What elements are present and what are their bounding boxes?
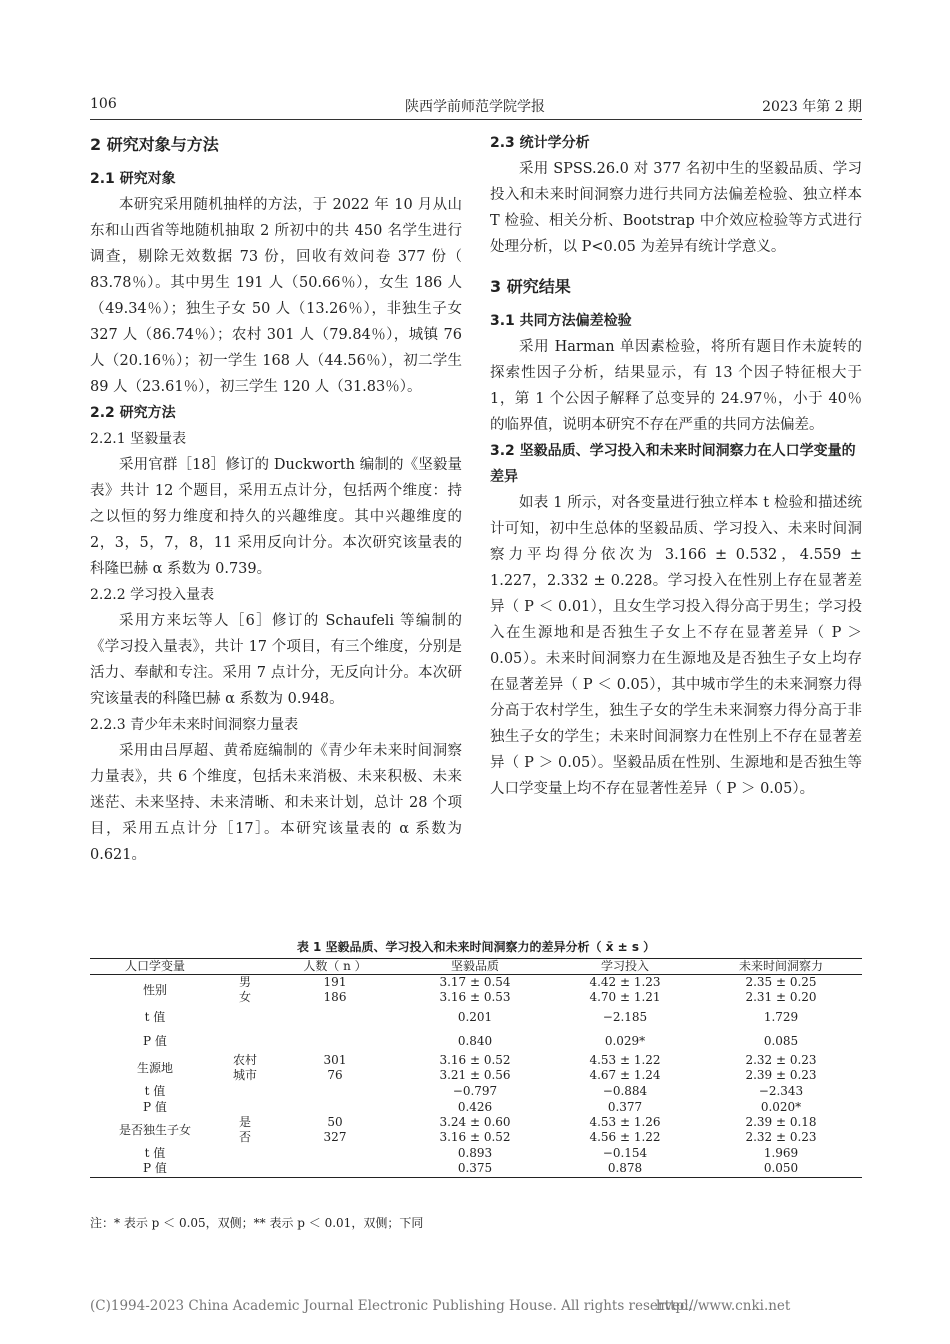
table-cell: 4.53 ± 1.26 4.56 ± 1.22 xyxy=(589,1115,661,1144)
table-cell: 3.24 ± 0.60 3.16 ± 0.52 xyxy=(439,1115,511,1144)
table-cell: 301 76 xyxy=(323,1053,347,1082)
section-2-2-3-title: 2.2.3 青少年未来时间洞察力量表 xyxy=(90,717,299,733)
journal-title: 陕西学前师范学院学报 xyxy=(405,99,545,115)
table-header-row xyxy=(90,959,862,975)
section-3-1-paragraph: 采用 Harman 单因素检验，将所有题目作未旋转的探索性因子分析，结果显示，有 13 个因子特征根大于 1，第 1 个公因子解释了总变异的 24.97％，小于 40％ 的临界值，说明本研究不存在严重的共同方法偏差。 xyxy=(490,339,862,433)
right-column xyxy=(490,130,862,802)
difference-analysis-table xyxy=(90,958,862,1178)
table-cell: 农村 城市 xyxy=(232,1053,257,1082)
table-cell: −2.185 xyxy=(602,1009,648,1024)
table-cell xyxy=(220,1005,270,1029)
table-header-cell: 未来时间洞察力 xyxy=(738,959,823,973)
table-row xyxy=(90,1083,862,1099)
table-cell: 0.085 xyxy=(763,1033,799,1048)
table-cell: 2.35 ± 0.25 2.31 ± 0.20 xyxy=(745,975,817,1004)
issue-label: 2023 年第 2 期 xyxy=(762,99,862,115)
table-cell: 4.42 ± 1.23 4.70 ± 1.21 xyxy=(589,975,661,1004)
table-cell: P 值 xyxy=(143,1033,167,1048)
table-row xyxy=(90,1053,862,1083)
table-cell: 3.16 ± 0.52 3.21 ± 0.56 xyxy=(439,1053,511,1082)
table-cell: 2.39 ± 0.18 2.32 ± 0.23 xyxy=(745,1115,817,1144)
table-cell: 0.893 xyxy=(457,1145,493,1160)
table-cell xyxy=(220,1099,270,1115)
section-2-title: 2 研究对象与方法 xyxy=(90,135,219,154)
table-title: 表 1 坚毅品质、学习投入和未来时间洞察力的差异分析（ x̄ ± s ） xyxy=(296,940,656,954)
table-cell: 0.050 xyxy=(763,1161,799,1176)
page-number: 106 xyxy=(90,96,117,112)
section-3-title: 3 研究结果 xyxy=(490,277,571,296)
section-2-2-1-paragraph: 采用官群［18］修订的 Duckworth 编制的《坚毅量表》共计 12 个题目，采用五点计分，包括两个维度：持之以恒的努力维度和持久的兴趣维度。其中兴趣维度的 2，3，5，7，8，11 采用反向计分。本次研究该量表的科隆巴赫 α 系数为 0.739。 xyxy=(90,457,462,577)
table-cell: 191 186 xyxy=(323,975,347,1004)
table-cell: 生源地 xyxy=(136,1060,173,1075)
table-cell: −0.797 xyxy=(452,1083,498,1098)
section-2-3-title: 2.3 统计学分析 xyxy=(490,135,590,151)
table-cell: −0.884 xyxy=(602,1083,648,1098)
table-cell: 0.020* xyxy=(760,1099,802,1114)
table-cell: t 值 xyxy=(144,1009,166,1024)
table-cell xyxy=(270,1005,400,1029)
table-header-cell: 学习投入 xyxy=(600,959,649,973)
table-cell xyxy=(220,1145,270,1161)
table-cell xyxy=(270,1161,400,1177)
header-rule xyxy=(90,119,862,120)
table-cell: 50 327 xyxy=(323,1115,347,1144)
table-cell: −2.343 xyxy=(758,1083,804,1098)
table-cell: 4.53 ± 1.22 4.67 ± 1.24 xyxy=(589,1053,661,1082)
table-cell: 性别 xyxy=(142,982,167,997)
section-3-2-paragraph: 如表 1 所示，对各变量进行独立样本 t 检验和描述统计可知，初中生总体的坚毅品质、学习投入、未来时间洞察力平均得分依次为 3.166 ± 0.532，4.559 ± 1.227，2.332 ± 0.228。学习投入在性别上存在显著差异（ P ＜ 0.01），且女生学习投入得分高于男生；学习投入在生源地和是否独生子女上不存在显著差异（ P ＞ 0.05）。未来时间洞察力在生源地及是否独生子女上均存在显著差异（ P ＜ 0.05），其中城市学生的未来洞察力得分高于农村学生，独生子女的学生未来洞察力得分高于非独生子女的学生；未来时间洞察力在性别上不存在显著差异（ P ＞ 0.05）。坚毅品质在性别、生源地和是否独生等人口学变量上均不存在显著性差异（ P ＞ 0.05）。 xyxy=(490,495,862,797)
table-row xyxy=(90,1115,862,1145)
table-cell: 0.878 xyxy=(607,1161,643,1176)
table-cell: 0.426 xyxy=(457,1099,493,1114)
table-cell: 0.377 xyxy=(607,1099,643,1114)
table-row xyxy=(90,1145,862,1161)
table-cell: t 值 xyxy=(144,1083,166,1098)
table-cell: 1.969 xyxy=(763,1145,799,1160)
table-cell: P 值 xyxy=(143,1161,167,1176)
table-cell: 男 女 xyxy=(238,975,251,1004)
table-cell xyxy=(270,1099,400,1115)
table-cell xyxy=(220,1161,270,1177)
table-cell: 0.201 xyxy=(457,1009,493,1024)
table-cell xyxy=(270,1083,400,1099)
table-cell xyxy=(270,1145,400,1161)
section-2-2-1-title: 2.2.1 坚毅量表 xyxy=(90,431,187,447)
section-2-1-paragraph: 本研究采用随机抽样的方法，于 2022 年 10 月从山东和山西省等地随机抽取 2 所初中的共 450 名学生进行调查，剔除无效数据 73 份，回收有效问卷 377 份（ 83.78％）。其中男生 191 人（50.66％），女生 186 人（49.34％）；独生子女 50 人（13.26％），非独生子女 327 人（86.74％）；农村 301 人（79.84％），城镇 76 人（20.16％）；初一学生 168 人（44.56％），初二学生 89 人（23.61％），初三学生 120 人（31.83％）。 xyxy=(90,197,462,395)
table-cell: 是 否 xyxy=(238,1115,251,1144)
table-cell: 1.729 xyxy=(763,1009,799,1024)
table-cell: 是否独生子女 xyxy=(118,1122,191,1137)
section-2-2-3-paragraph: 采用由吕厚超、黄希庭编制的《青少年未来时间洞察力量表》，共 6 个维度，包括未来消极、未来积极、未来迷茫、未来坚持、未来清晰、和未来计划，总计 28 个项目，采用五点计分［17］。本研究该量表的 α 系数为 0.621。 xyxy=(90,743,462,863)
table-header-cell: 人数（ n ） xyxy=(303,959,367,973)
table-cell: −0.154 xyxy=(602,1145,648,1160)
table-cell: 2.32 ± 0.23 2.39 ± 0.23 xyxy=(745,1053,817,1082)
table-cell: 3.17 ± 0.54 3.16 ± 0.53 xyxy=(439,975,511,1004)
table-cell: P 值 xyxy=(143,1099,167,1114)
section-2-2-title: 2.2 研究方法 xyxy=(90,405,176,421)
table-cell: t 值 xyxy=(144,1145,166,1160)
table-cell: 0.375 xyxy=(457,1161,493,1176)
section-2-1-title: 2.1 研究对象 xyxy=(90,171,176,187)
section-2-3-paragraph: 采用 SPSS.26.0 对 377 名初中生的坚毅品质、学习投入和未来时间洞察力进行共同方法偏差检验、独立样本 T 检验、相关分析、Bootstrap 中介效应检验等方式进行处理分析，以 P<0.05 为差异有统计学意义。 xyxy=(490,161,862,255)
table-cell: 0.029* xyxy=(604,1033,646,1048)
section-2-2-2-paragraph: 采用方来坛等人［6］修订的 Schaufeli 等编制的《学习投入量表》，共计 17 个项目，有三个维度，分别是活力、奉献和专注。采用 7 点计分，无反向计分。本次研究该量表的科隆巴赫 α 系数为 0.948。 xyxy=(90,613,462,707)
table-row xyxy=(90,1029,862,1053)
section-3-1-title: 3.1 共同方法偏差检验 xyxy=(490,313,632,329)
table-cell: 0.840 xyxy=(457,1033,493,1048)
table-cell xyxy=(220,1083,270,1099)
table-row xyxy=(90,1161,862,1177)
table-header-cell: 坚毅品质 xyxy=(450,959,499,973)
table-cell xyxy=(270,1029,400,1053)
copyright-footer: (C)1994-2023 China Academic Journal Electronic Publishing House. All rights reserved. xyxy=(90,1298,693,1314)
table-header-cell: 人口学变量 xyxy=(124,959,185,973)
table-cell xyxy=(220,1029,270,1053)
table-row xyxy=(90,1099,862,1115)
section-3-2-title: 3.2 坚毅品质、学习投入和未来时间洞察力在人口学变量的差异 xyxy=(490,443,856,485)
section-2-2-2-title: 2.2.2 学习投入量表 xyxy=(90,587,215,603)
table-row xyxy=(90,975,862,1006)
table-row xyxy=(90,1005,862,1029)
site-link[interactable]: http://www.cnki.net xyxy=(656,1298,791,1314)
table-note: 注：* 表示 p ＜ 0.05，双侧；** 表示 p ＜ 0.01，双侧；下同 xyxy=(90,1216,424,1230)
table-header-cell xyxy=(220,959,270,975)
left-column xyxy=(90,130,462,868)
